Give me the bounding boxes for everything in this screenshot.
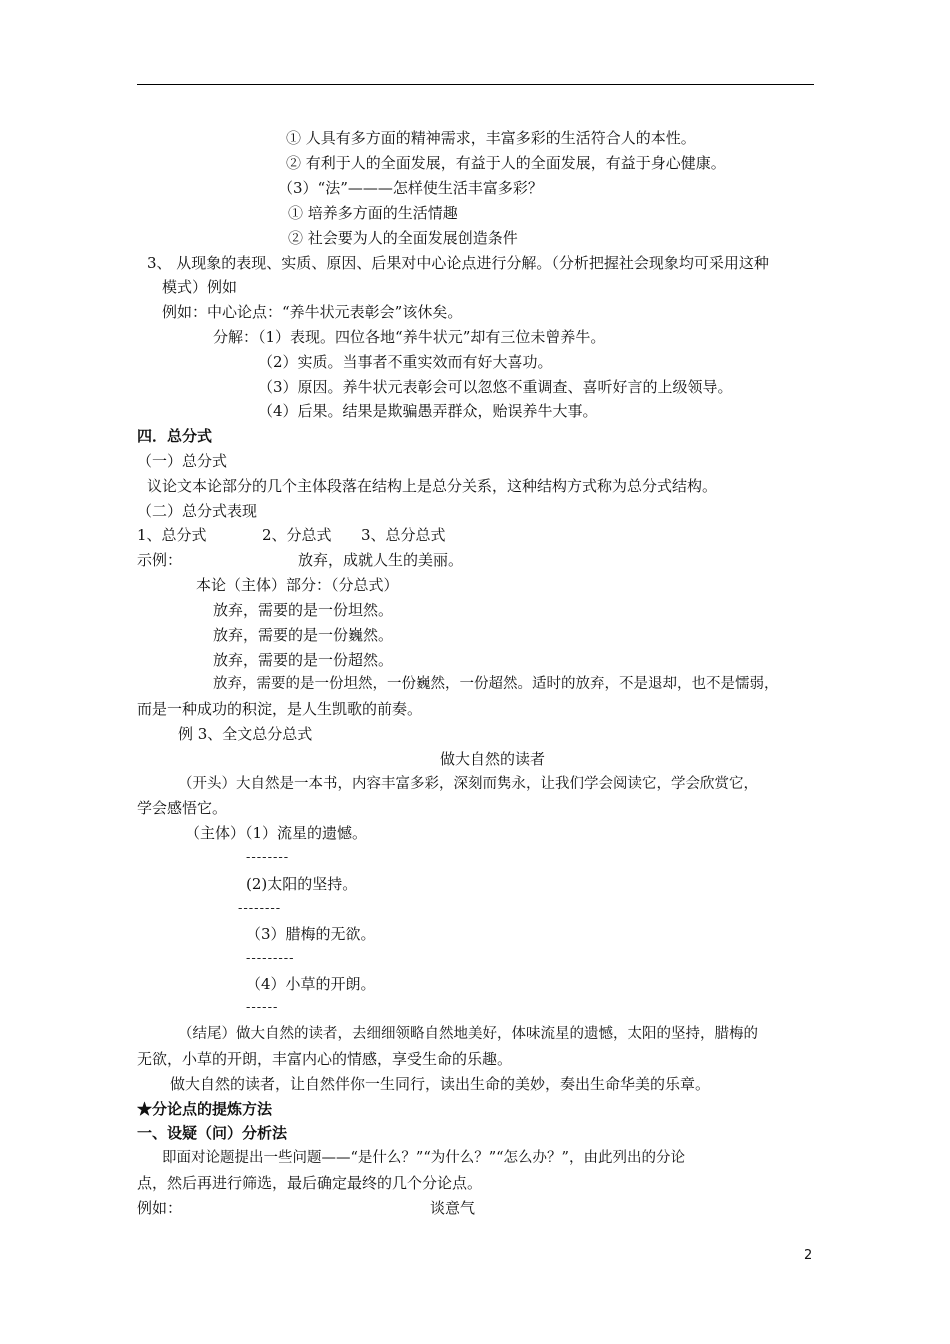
text-line: （3）“法”———怎样使生活丰富多彩？ [278,179,543,197]
text-line: 本论（主体）部分：（分总式） [196,576,399,594]
dash-line: -------- [246,850,290,865]
text-line: 点，然后再进行筛选，最后确定最终的几个分论点。 [137,1174,483,1192]
text-line: （3）腊梅的无欲。 [246,925,376,943]
text-line: 示例： [137,551,183,569]
text-line: 放弃，需要的是一份坦然，一份巍然，一份超然。适时的放弃，不是退却，也不是懦弱， [213,676,779,692]
text-line: （结尾）做大自然的读者，去细细领略自然地美好，体味流星的遗憾，太阳的坚持，腊梅的 [178,1026,758,1042]
text-line: 3、 从现象的表现、实质、原因、后果对中心论点进行分解。（分析把握社会现象均可采用这种 [147,254,769,272]
text-line: 学会感悟它。 [137,799,228,817]
header-rule [137,84,814,85]
text-line: 3、总分总式 [361,526,446,544]
section-heading: 一、设疑（问）分析法 [137,1124,288,1142]
text-line: 分解：（1）表现。四位各地“养牛状元”却有三位未曾养牛。 [213,328,606,346]
text-line: 2、分总式 [262,526,332,544]
dash-line: --------- [246,951,295,966]
text-line: 谈意气 [430,1199,476,1217]
text-line: （主体）（1）流星的遗憾。 [185,824,368,842]
text-line: 无欲，小草的开朗，丰富内心的情感，享受生命的乐趣。 [137,1050,513,1068]
dash-line: -------- [238,901,282,916]
section-heading: 四．总分式 [137,427,213,445]
text-line: （一）总分式 [137,452,228,470]
page-number: 2 [804,1248,813,1263]
text-line: 做大自然的读者，让自然伴你一生同行，读出生命的美妙，奏出生命华美的乐章。 [170,1075,711,1093]
text-line: 即面对论题提出一些问题——“是什么？”“为什么？”“怎么办？”，由此列出的分论 [162,1150,685,1166]
text-line: （4）小草的开朗。 [246,975,376,993]
text-line: 模式）例如 [162,278,238,296]
text-line: ① 人具有多方面的精神需求，丰富多彩的生活符合人的本性。 [286,129,696,147]
text-line: 放弃，需要的是一份超然。 [213,651,394,669]
text-line: 而是一种成功的积淀，是人生凯歌的前奏。 [137,700,423,718]
text-line: ① 培养多方面的生活情趣 [288,204,458,222]
text-line: 放弃，成就人生的美丽。 [298,551,464,569]
dash-line: ------ [246,1000,279,1015]
text-line: ② 有利于人的全面发展，有益于人的全面发展，有益于身心健康。 [286,154,726,172]
text-line: （4）后果。结果是欺骗愚弄群众，贻误养牛大事。 [258,402,598,420]
text-line: 例如： [137,1199,183,1217]
text-line: （2）实质。当事者不重实效而有好大喜功。 [258,353,553,371]
text-line: (2)太阳的坚持。 [246,875,358,893]
text-line: （二）总分式表现 [137,502,258,520]
text-line: ② 社会要为人的全面发展创造条件 [288,229,518,247]
text-line: 放弃，需要的是一份巍然。 [213,626,394,644]
text-line: 放弃，需要的是一份坦然。 [213,601,394,619]
section-heading: ★分论点的提炼方法 [137,1100,273,1118]
text-line: 例如：中心论点：“养牛状元表彰会”该休矣。 [162,303,463,321]
text-line: 例 3、全文总分总式 [178,725,313,743]
text-line: 1、总分式 [137,526,207,544]
text-line: （3）原因。养牛状元表彰会可以忽悠不重调查、喜听好言的上级领导。 [258,378,733,396]
text-line: （开头）大自然是一本书，内容丰富多彩，深刻而隽永，让我们学会阅读它，学会欣赏它， [178,776,758,792]
text-line: 议论文本论部分的几个主体段落在结构上是总分关系，这种结构方式称为总分式结构。 [147,477,718,495]
text-line: 做大自然的读者 [440,750,546,768]
